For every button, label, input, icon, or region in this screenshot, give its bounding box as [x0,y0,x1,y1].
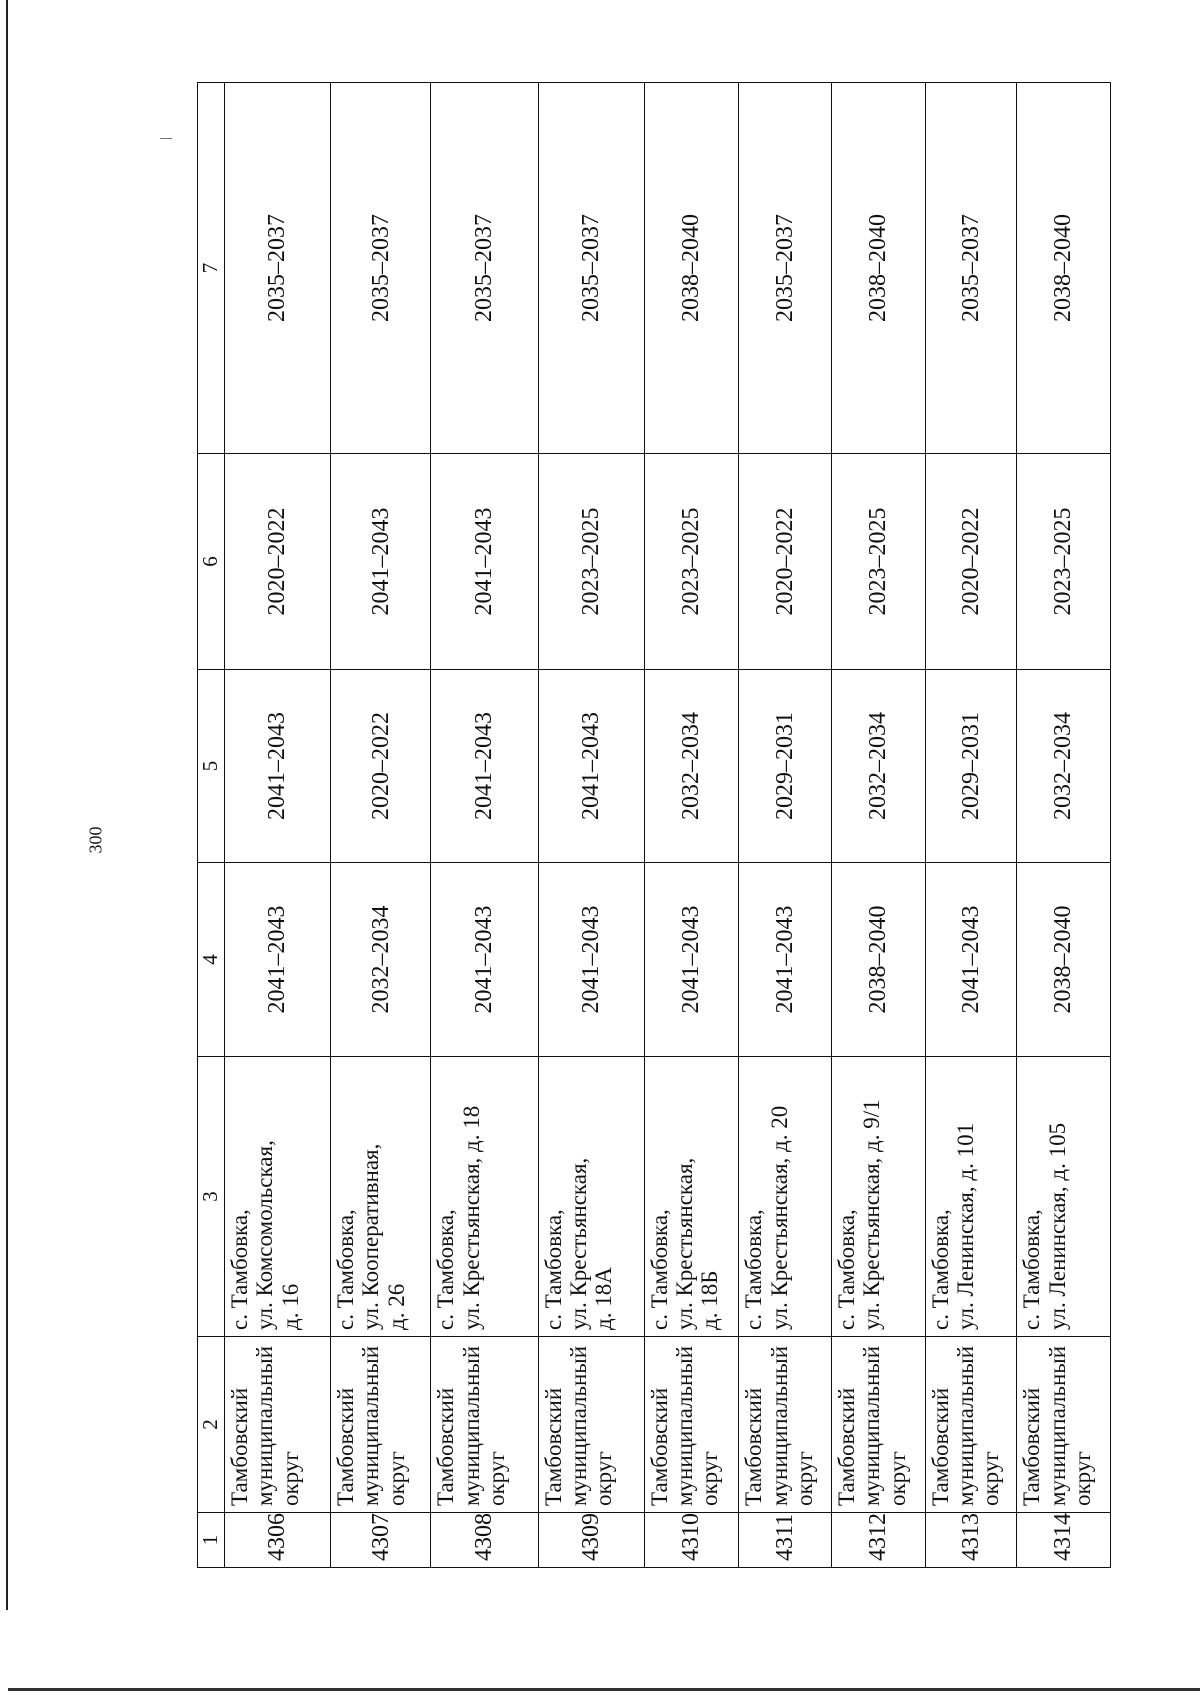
address-line: с. Тамбовка, [227,1209,252,1330]
address-cell [831,1057,925,1337]
period-cell-col7: 2035–2037 [431,83,538,454]
period-cell-col7: 2035–2037 [225,83,331,454]
row-number-cell: 4306 [225,1513,331,1568]
address-line: с. Тамбовка, [433,1209,459,1330]
address-line: ул. Крестьянская, д. 18 [458,1105,484,1330]
scan-left-edge [6,0,8,1610]
period-cell-col6: 2041–2043 [331,454,431,670]
column-header: 3 [198,1057,225,1337]
period-cell-col7: 2035–2037 [538,83,644,454]
address-line: с. Тамбовка, [833,1209,859,1330]
table-row [1017,83,1111,1568]
period-cell-col5: 2041–2043 [431,670,538,863]
column-header: 1 [198,1513,225,1568]
address-line: ул. Ленинская, д. 105 [1044,1122,1070,1330]
period-cell-col4: 2041–2043 [431,863,538,1057]
table-row [331,83,431,1568]
period-cell-col7: 2035–2037 [331,83,431,454]
period-cell-col5: 2032–2034 [831,670,925,863]
table-row [431,83,538,1568]
period-cell-col7: 2035–2037 [739,83,832,454]
row-number-cell: 4313 [925,1513,1017,1568]
period-cell-col7: 2038–2040 [831,83,925,454]
address-line: ул. Крестьянская, д. 20 [766,1105,792,1330]
header-row [198,83,225,1568]
address-line: с. Тамбовка, [333,1209,358,1330]
column-header: 4 [198,863,225,1057]
period-cell-col6: 2023–2025 [1017,454,1111,670]
district-cell: Тамбовский муниципальный округ [925,1337,1017,1513]
address-line: ул. Комсомольская, [252,1140,278,1330]
period-cell-col5: 2029–2031 [739,670,832,863]
district-cell: Тамбовский муниципальный округ [538,1337,644,1513]
period-cell-col6: 2023–2025 [538,454,644,670]
period-cell-col7: 2038–2040 [644,83,739,454]
row-number-cell: 4310 [644,1513,739,1568]
address-line: ул. Крестьянская, д. 9/1 [859,1099,885,1330]
address-line: ул. Кооперативная, [358,1143,384,1330]
period-cell-col4: 2041–2043 [925,863,1017,1057]
address-cell [331,1057,431,1337]
table-row [644,83,739,1568]
address-cell [925,1057,1017,1337]
district-cell: Тамбовский муниципальный округ [739,1337,832,1513]
address-cell [225,1057,331,1337]
district-cell: Тамбовский муниципальный округ [831,1337,925,1513]
address-cell [644,1057,739,1337]
table-row [925,83,1017,1568]
address-line: ул. Ленинская, д. 101 [953,1122,978,1330]
row-number-cell: 4311 [739,1513,832,1568]
row-number-cell: 4314 [1017,1513,1111,1568]
table-row [831,83,925,1568]
period-cell-col6: 2023–2025 [831,454,925,670]
address-line: с. Тамбовка, [540,1209,566,1330]
address-cell [739,1057,832,1337]
period-cell-col5: 2020–2022 [331,670,431,863]
period-cell-col6: 2020–2022 [925,454,1017,670]
address-line: д. 26 [383,1283,409,1330]
address-cell [1017,1057,1111,1337]
rotated-table-wrapper [197,83,1111,1568]
period-cell-col4: 2032–2034 [331,863,431,1057]
row-number-cell: 4312 [831,1513,925,1568]
address-line: с. Тамбовка, [927,1209,953,1330]
period-cell-col4: 2041–2043 [225,863,331,1057]
district-cell: Тамбовский муниципальный округ [225,1337,331,1513]
district-cell: Тамбовский муниципальный округ [1017,1337,1111,1513]
address-cell [431,1057,538,1337]
row-number-cell: 4308 [431,1513,538,1568]
period-cell-col5: 2041–2043 [538,670,644,863]
period-cell-col5: 2029–2031 [925,670,1017,863]
period-cell-col4: 2041–2043 [538,863,644,1057]
district-cell: Тамбовский муниципальный округ [431,1337,538,1513]
period-cell-col7: 2038–2040 [1017,83,1111,454]
address-line: д. 18Б [697,1270,723,1330]
address-line: с. Тамбовка, [741,1209,767,1330]
data-table [197,82,1111,1568]
table-row [538,83,644,1568]
scan-bottom-edge [8,1688,1200,1691]
page-number: 300 [85,826,106,854]
address-line: ул. Крестьянская, [565,1157,591,1330]
district-cell: Тамбовский муниципальный округ [331,1337,431,1513]
period-cell-col6: 2020–2022 [739,454,832,670]
period-cell-col6: 2041–2043 [431,454,538,670]
scan-mark [160,138,172,139]
column-header: 2 [198,1337,225,1513]
period-cell-col4: 2038–2040 [1017,863,1111,1057]
table-row [739,83,832,1568]
address-cell [538,1057,644,1337]
address-line: ул. Крестьянская, [671,1157,697,1330]
address-line: с. Тамбовка, [1019,1209,1045,1330]
row-number-cell: 4307 [331,1513,431,1568]
period-cell-col4: 2041–2043 [739,863,832,1057]
address-line: д. 18А [591,1267,617,1330]
period-cell-col6: 2020–2022 [225,454,331,670]
column-header: 5 [198,670,225,863]
table-row [225,83,331,1568]
period-cell-col7: 2035–2037 [925,83,1017,454]
row-number-cell: 4309 [538,1513,644,1568]
district-cell: Тамбовский муниципальный округ [644,1337,739,1513]
period-cell-col6: 2023–2025 [644,454,739,670]
period-cell-col5: 2032–2034 [644,670,739,863]
period-cell-col5: 2041–2043 [225,670,331,863]
address-line: д. 16 [277,1283,303,1330]
column-header: 7 [198,83,225,454]
column-header: 6 [198,454,225,670]
period-cell-col5: 2032–2034 [1017,670,1111,863]
table-body [225,83,1111,1568]
period-cell-col4: 2041–2043 [644,863,739,1057]
period-cell-col4: 2038–2040 [831,863,925,1057]
address-line: с. Тамбовка, [646,1209,672,1330]
